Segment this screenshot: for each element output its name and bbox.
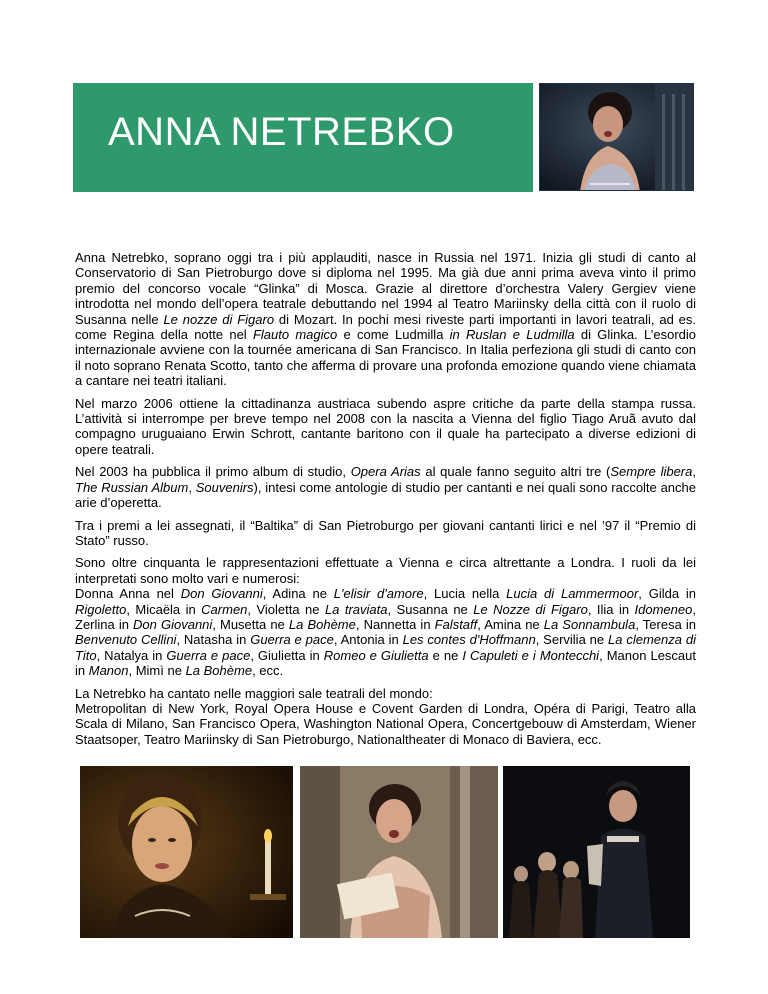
italic-title: Falstaff <box>434 616 478 632</box>
text-run: Sono oltre cinquanta le rappresentazioni effettuate a Vienna e circa altrettante a Londra. I ruoli da lei interpretati sono molto vari e numerosi: <box>75 555 696 586</box>
paragraph-early-career <box>75 250 696 389</box>
text-run: di Glinka. L’esordio internazionale avviene con la tournée americana di San Francisco. In Italia perfeziona gli studi di canto con il noto soprano Renata Scotto, tanto che afferma di provare una profonda emozione quando viene chiamata a cantare nei teatri italiani. <box>75 327 696 389</box>
italic-title: Manon <box>88 663 129 679</box>
text-run: ), intesi come antologie di studio per cantanti e nei quali sono raccolte anche arie d’operetta. <box>75 479 696 511</box>
text-run: e ne <box>428 647 463 663</box>
text-run: Tra i premi a lei assegnati, il “Baltika” di San Pietroburgo per giovani cantanti lirici e nel ’97 il “Premio di Stato” russo. <box>75 517 696 548</box>
photo-stage-performance <box>503 766 690 938</box>
italic-title: Guerra e pace <box>250 632 334 648</box>
text-run: , Zerlina in <box>75 601 696 632</box>
italic-title: Idomeneo <box>634 601 693 617</box>
text-run: , Manon Lescaut in <box>75 647 696 679</box>
italic-title: La Bohème <box>185 663 253 679</box>
italic-title: Rigoletto <box>75 601 127 617</box>
text-run: Nel marzo 2006 ottiene la cittadinanza austriaca subendo aspre critiche da parte della stampa russa. L’attività si interrompe per breve tempo nel 2008 con la nascita a Vienna del figlio Tiago Aruã avuto dal compagno uruguaiano Erwin Schrott, cantante baritono con il quale ha partecipato a diverse edizioni di opere teatrali. <box>75 395 696 457</box>
text-run: Anna Netrebko, soprano oggi tra i più applauditi, nasce in Russia nel 1971. Inizia gli studi di canto al Conservatorio di San Pietroburgo dove si diploma nel 1995. Ma già due anni prima aveva vinto il primo premio del concorso vocale “Glinka” di Mosca. Grazie al direttore d’orchestra Valery Gergiev viene introdotta nel mondo dell’opera teatrale debuttando nel 1994 al Teatro Mariinsky della città con il ruolo di Susanna nelle <box>75 250 696 327</box>
italic-title: La clemenza di Tito <box>75 632 696 663</box>
italic-title: Lucia di Lammermoor <box>506 586 639 602</box>
text-run: , Natalya in <box>96 647 167 663</box>
italic-title: Don Giovanni <box>133 616 213 632</box>
italic-title: Les contes d'Hoffmann <box>402 632 536 648</box>
photo-anna-bolena <box>80 766 293 938</box>
italic-title: in Ruslan e Ludmilla <box>449 327 575 343</box>
italic-title: La Bohème <box>288 616 356 632</box>
text-run: , <box>188 479 196 495</box>
text-run: , <box>692 464 696 480</box>
paragraph-citizenship <box>75 396 696 458</box>
text-run: La Netrebko ha cantato nelle maggiori sale teatrali del mondo: <box>75 685 433 701</box>
page-title: ANNA NETREBKO <box>108 110 455 154</box>
text-run: , Gilda in <box>638 586 696 602</box>
text-run: , Antonia in <box>333 632 403 648</box>
text-run: e come Ludmilla <box>337 327 450 343</box>
biography-text <box>75 250 696 754</box>
paragraph-awards <box>75 518 696 549</box>
italic-title: Don Giovanni <box>180 586 263 602</box>
text-run: Metropolitan di New York, Royal Opera House e Covent Garden di Londra, Opéra di Parigi, Teatro alla Scala di Milano, San Francisco Opera, Washington National Opera, Concertgebouw di Amsterdam, Wiener Staatsoper, Teatro Mariinsky di San Pietroburgo, Nationaltheater di Monaco di Baviera, ecc. <box>75 700 696 747</box>
italic-title: Souvenirs <box>195 479 254 495</box>
text-run: , Mimì ne <box>128 663 186 679</box>
italic-title: I Capuleti e i Montecchi <box>462 647 600 663</box>
italic-title: La traviata <box>324 601 388 617</box>
text-run: , Servilia ne <box>535 632 609 648</box>
text-run: , ecc. <box>252 663 284 679</box>
italic-title: Guerra e pace <box>166 647 251 663</box>
text-run: , Musetta ne <box>212 616 289 632</box>
text-run: , Susanna ne <box>387 601 474 617</box>
italic-title: Romeo e Giulietta <box>323 647 429 663</box>
text-run: , Teresa in <box>635 616 697 632</box>
text-run: di Mozart. In pochi mesi riveste parti importanti in lavori teatrali, ad es. come Regina della notte nel <box>75 311 696 343</box>
italic-title: L'elisir d'amore <box>333 586 424 602</box>
text-run: Donna Anna nel <box>75 586 181 602</box>
text-run: al quale fanno seguito altri tre ( <box>420 464 611 480</box>
italic-title: Carmen <box>201 601 248 617</box>
text-run: , Natasha in <box>176 632 251 648</box>
paragraph-albums <box>75 464 696 510</box>
text-run: , Amina ne <box>477 616 544 632</box>
italic-title: Opera Arias <box>350 464 421 480</box>
text-run: , Micaëla in <box>126 601 202 617</box>
italic-title: Le nozze di Figaro <box>163 311 275 327</box>
italic-title: Sempre libera <box>610 464 693 480</box>
text-run: , Violetta ne <box>247 601 325 617</box>
paragraph-roles <box>75 555 696 678</box>
italic-title: Le Nozze di Figaro <box>473 601 588 617</box>
italic-title: La Sonnambula <box>543 616 636 632</box>
photo-stage-reading <box>300 766 498 938</box>
text-run: Nel 2003 ha pubblica il primo album di studio, <box>75 464 351 480</box>
text-run: , Ilia in <box>587 601 635 617</box>
text-run: , Giulietta in <box>250 647 324 663</box>
header-photo-singer <box>539 83 694 191</box>
text-run: , Lucia nella <box>423 586 507 602</box>
paragraph-theatres <box>75 686 696 748</box>
text-run: , Adina ne <box>262 586 334 602</box>
text-run: , Nannetta in <box>355 616 435 632</box>
italic-title: Benvenuto Cellini <box>75 632 177 648</box>
italic-title: Flauto magico <box>252 327 338 343</box>
italic-title: The Russian Album <box>75 479 189 495</box>
